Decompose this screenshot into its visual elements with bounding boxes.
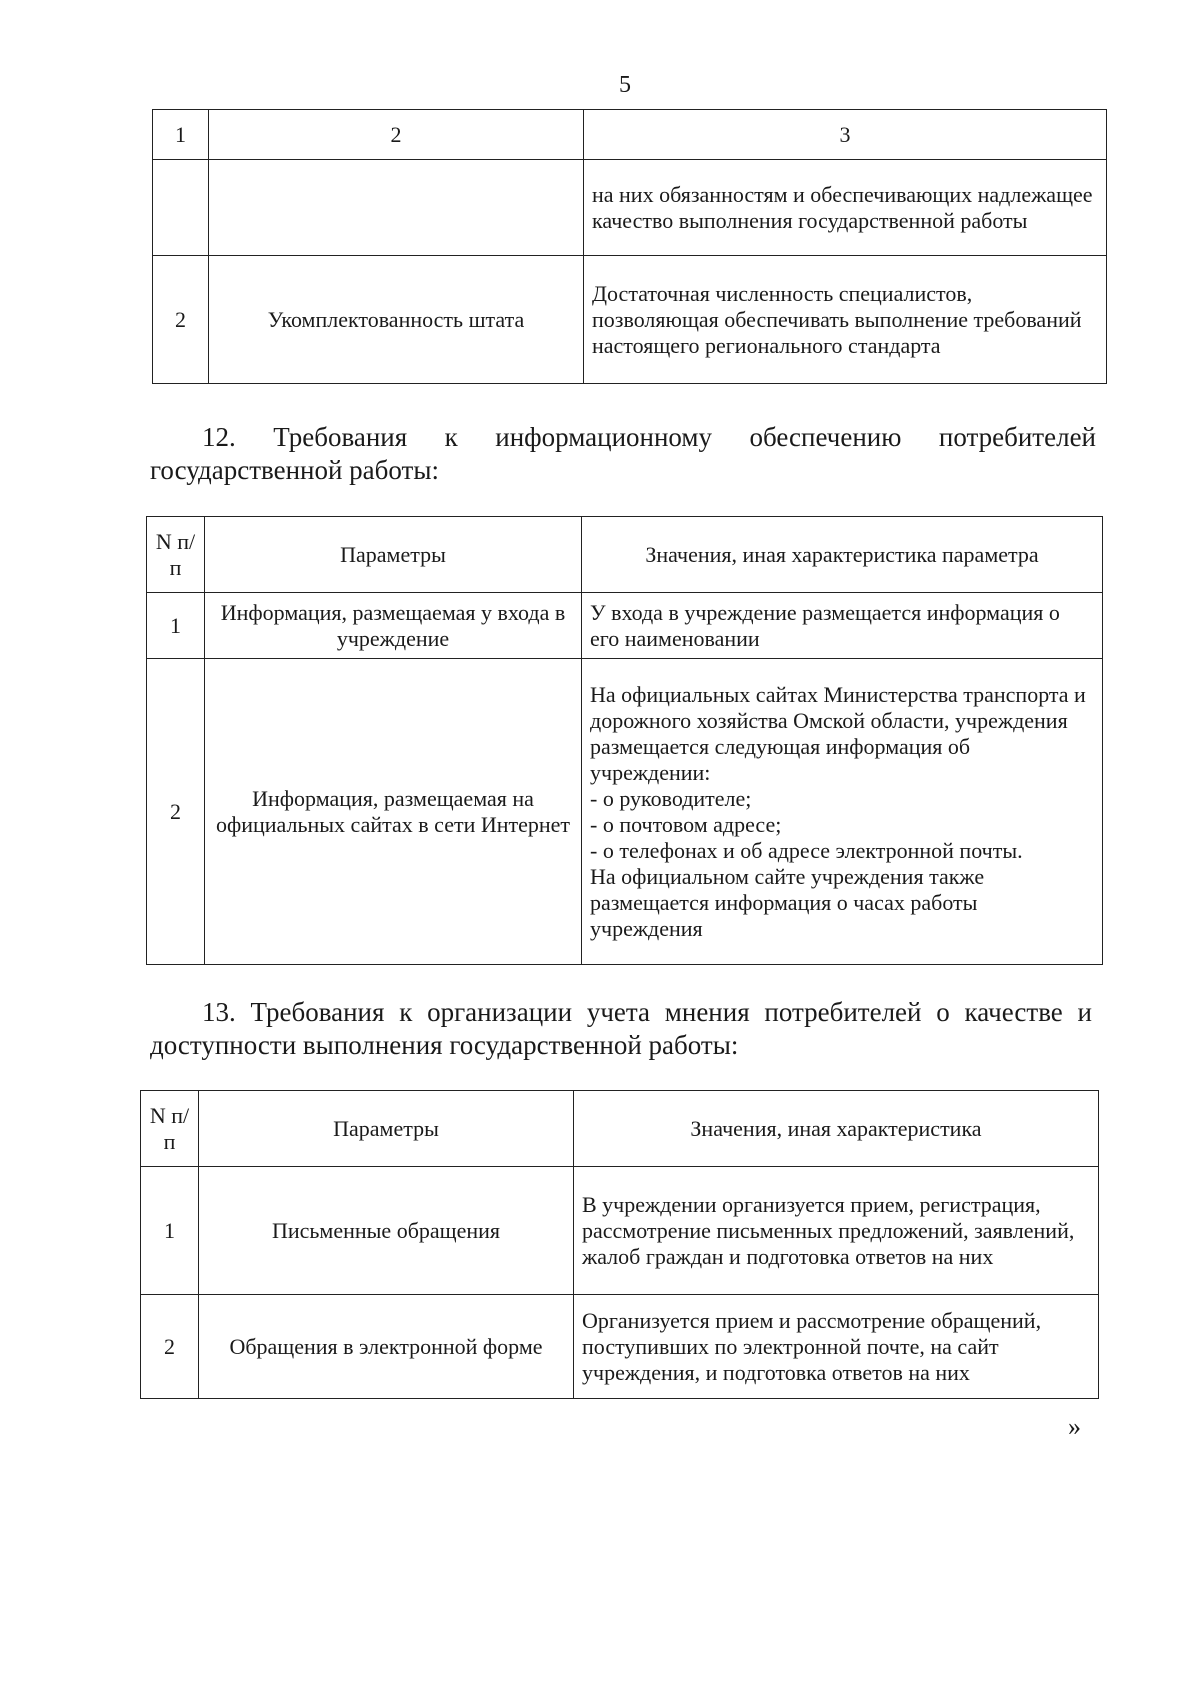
header-parameters: Параметры — [205, 517, 582, 593]
row-parameter — [209, 160, 584, 256]
header-values: Значения, иная характеристика параметра — [582, 517, 1103, 593]
row-number: 2 — [141, 1295, 199, 1399]
page-number: 5 — [619, 72, 631, 98]
column-number-2: 2 — [209, 110, 584, 160]
row-parameter: Укомплектованность штата — [209, 256, 584, 384]
table-row — [147, 659, 1103, 965]
row-value: У входа в учреждение размещается информация о его наименовании — [582, 593, 1103, 659]
row-parameter: Информация, размещаемая у входа в учреждение — [205, 593, 582, 659]
row-value: На официальных сайтах Министерства транспорта и дорожного хозяйства Омской области, учреждения размещается следующая информация об учреждении: - о руководителе; - о почтовом адресе; - о телефонах и об адресе электронной почты. На официальном сайте учреждения также размещается информация о часах работы учреждения — [582, 659, 1103, 965]
table-header-row — [153, 110, 1107, 160]
section-13-heading-text: 13. Требования к организации учета мнения потребителей о качестве и доступности выполнения государственной работы: — [150, 997, 1092, 1060]
row-value: В учреждении организуется прием, регистрация, рассмотрение письменных предложений, заявлений, жалоб граждан и подготовка ответов на них — [574, 1167, 1099, 1295]
table-header-row — [141, 1091, 1099, 1167]
row-number: 2 — [153, 256, 209, 384]
table-header-row — [147, 517, 1103, 593]
closing-quote-mark: » — [1068, 1412, 1081, 1441]
table-row — [153, 256, 1107, 384]
column-number-3: 3 — [584, 110, 1107, 160]
section-12-heading-text: 12. Требования к информационному обеспечению потребителей государственной работы: — [150, 422, 1096, 485]
row-number: 1 — [147, 593, 205, 659]
row-value: Организуется прием и рассмотрение обращений, поступивших по электронной почте, на сайт учреждения, и подготовка ответов на них — [574, 1295, 1099, 1399]
table-row — [147, 593, 1103, 659]
row-number: 2 — [147, 659, 205, 965]
row-value: на них обязанностям и обеспечивающих надлежащее качество выполнения государственной работы — [584, 160, 1107, 256]
header-number: N п/п — [147, 517, 205, 593]
feedback-requirements-table — [140, 1090, 1099, 1399]
table-row — [141, 1167, 1099, 1295]
info-requirements-table — [146, 516, 1103, 965]
table-row — [141, 1295, 1099, 1399]
row-parameter: Информация, размещаемая на официальных сайтах в сети Интернет — [205, 659, 582, 965]
header-values: Значения, иная характеристика — [574, 1091, 1099, 1167]
table-row — [153, 160, 1107, 256]
row-value: Достаточная численность специалистов, позволяющая обеспечивать выполнение требований настоящего регионального стандарта — [584, 256, 1107, 384]
row-number: 1 — [141, 1167, 199, 1295]
row-parameter: Обращения в электронной форме — [199, 1295, 574, 1399]
section-13-heading — [150, 996, 1092, 1062]
continued-table — [152, 109, 1107, 384]
row-number — [153, 160, 209, 256]
column-number-1: 1 — [153, 110, 209, 160]
row-parameter: Письменные обращения — [199, 1167, 574, 1295]
section-12-heading — [150, 421, 1096, 487]
header-number: N п/п — [141, 1091, 199, 1167]
header-parameters: Параметры — [199, 1091, 574, 1167]
